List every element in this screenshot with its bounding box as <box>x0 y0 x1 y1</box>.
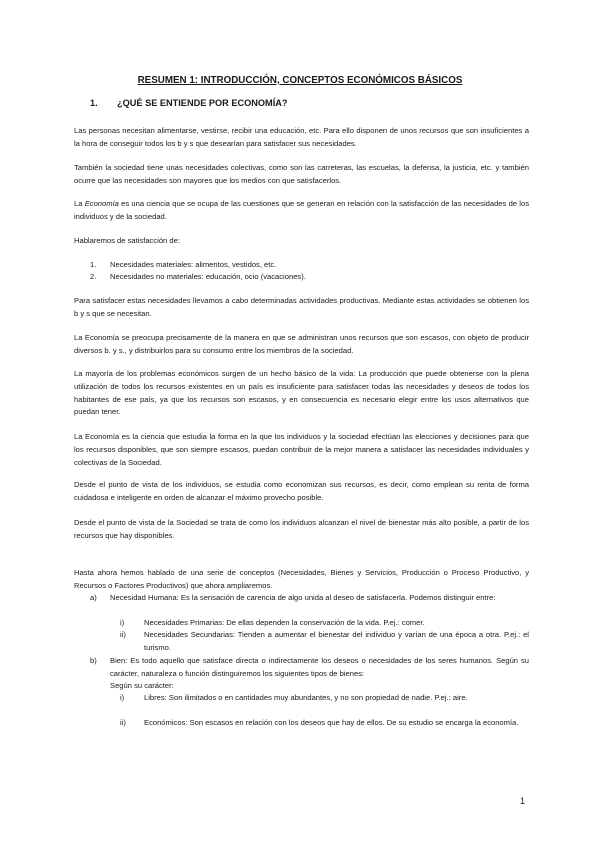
paragraph-3: La Economía es una ciencia que se ocupa de las cuestiones que se generan en relación con la satisfacción de las necesidades de los individuos y de la sociedad. <box>74 199 529 221</box>
document-title: RESUMEN 1: INTRODUCCIÓN, CONCEPTOS ECONÓMICOS BÁSICOS <box>137 75 463 86</box>
sub-heading: Según su carácter: <box>110 681 174 690</box>
list-item-text: Necesidad Humana: Es la sensación de carencia de algo unida al deseo de satisfacerla. Podemos distinguir entre: <box>110 593 496 602</box>
list-item-text: Bien: Es todo aquello que satisface directa o indirectamente los deseos o necesidades de los seres humanos. Según su carácter, naturaleza o función distinguiremos los siguientes tipos de bienes: <box>110 656 529 678</box>
paragraph-2: También la sociedad tiene unas necesidades colectivas, como son las carreteras, las escuelas, la defensa, la justicia, etc. y también ocurre que las necesidades son mayores que los medios con que satisfacerlos. <box>74 163 529 185</box>
list-marker: ii) <box>120 718 126 727</box>
section-title: ¿QUÉ SE ENTIENDE POR ECONOMÍA? <box>117 98 288 108</box>
sub-list-item-text: Libres: Son ilimitados o en cantidades muy abundantes, y no son propiedad de nadie. P.ej.: aire. <box>144 693 468 702</box>
paragraph-6: La Economía se preocupa precisamente de la manera en que se administran unos recursos que son escasos, con objeto de producir diversos b. y s., y distribuirlos para su consumo entre los miembros de la sociedad. <box>74 333 529 355</box>
sub-list-item-text: Necesidades Secundarias: Tienden a aumentar el bienestar del individuo y varían de una época a otra. P.ej.: el turismo. <box>144 630 529 652</box>
list-marker: i) <box>120 693 125 702</box>
paragraph-11: Hasta ahora hemos hablado de una serie de conceptos (Necesidades, Bienes y Servicios, Producción o Proceso Productivo, y Recursos o Factores Productivos) que ahora ampliaremos. <box>74 568 529 590</box>
paragraph-7: La mayoría de los problemas económicos surgen de un hecho básico de la vida: La producción que puede obtenerse con la plena utilización de todos los recursos existentes en un país es insuficiente para satisfacer todas las necesidades y deseos de todos los habitantes de ese país, ya que los recursos son escasos, y en consecuencia es necesario elegir entre los usos alternativos que puedan tener. <box>74 369 529 417</box>
paragraph-10: Desde el punto de vista de la Sociedad se trata de como los individuos alcanzan el nivel de bienestar más alto posible, a partir de los recursos que hay disponibles. <box>74 518 529 540</box>
list-marker: a) <box>90 593 97 602</box>
section-number: 1. <box>90 98 98 108</box>
paragraph-1: Las personas necesitan alimentarse, vestirse, recibir una educación, etc. Para ello disponen de unos recursos que son insuficientes a la hora de conseguir todos los b y s que desearían para satisfacer sus necesidades. <box>74 126 529 148</box>
paragraph-5: Para satisfacer estas necesidades llevamos a cabo determinadas actividades productivas. Mediante estas actividades se obtienen los b y s que se necesitan. <box>74 296 529 318</box>
list-item-text: Necesidades materiales: alimentos, vestidos, etc. <box>110 260 277 269</box>
list-marker: b) <box>90 656 97 665</box>
page-number: 1 <box>520 796 526 806</box>
list-marker: i) <box>120 618 125 627</box>
list-marker: ii) <box>120 630 126 639</box>
sub-list-item-text: Económicos: Son escasos en relación con los deseos que hay de ellos. De su estudio se encarga la economía. <box>144 718 519 727</box>
paragraph-4: Hablaremos de satisfacción de: <box>74 236 180 245</box>
economia-term: Economía <box>84 199 119 208</box>
sub-list-item-text: Necesidades Primarias: De ellas dependen la conservación de la vida. P.ej.: comer. <box>144 618 425 627</box>
list-marker: 1. <box>90 260 97 269</box>
list-item-text: Necesidades no materiales: educación, ocio (vacaciones). <box>110 272 306 281</box>
paragraph-9: Desde el punto de vista de los individuos, se estudia como economizan sus recursos, es decir, como emplean su renta de forma cuidadosa e inteligente en orden de alcanzar el máximo provecho posible. <box>74 480 529 502</box>
section-heading <box>90 98 288 108</box>
paragraph-8: La Economía es la ciencia que estudia la forma en la que los individuos y la sociedad efectúan las elecciones y decisiones para que los recursos disponibles, que son siempre escasos, puedan contribuir de la mejor manera a satisfacer las necesidades individuales y colectivas de la Sociedad. <box>74 432 529 467</box>
list-marker: 2. <box>90 272 97 281</box>
